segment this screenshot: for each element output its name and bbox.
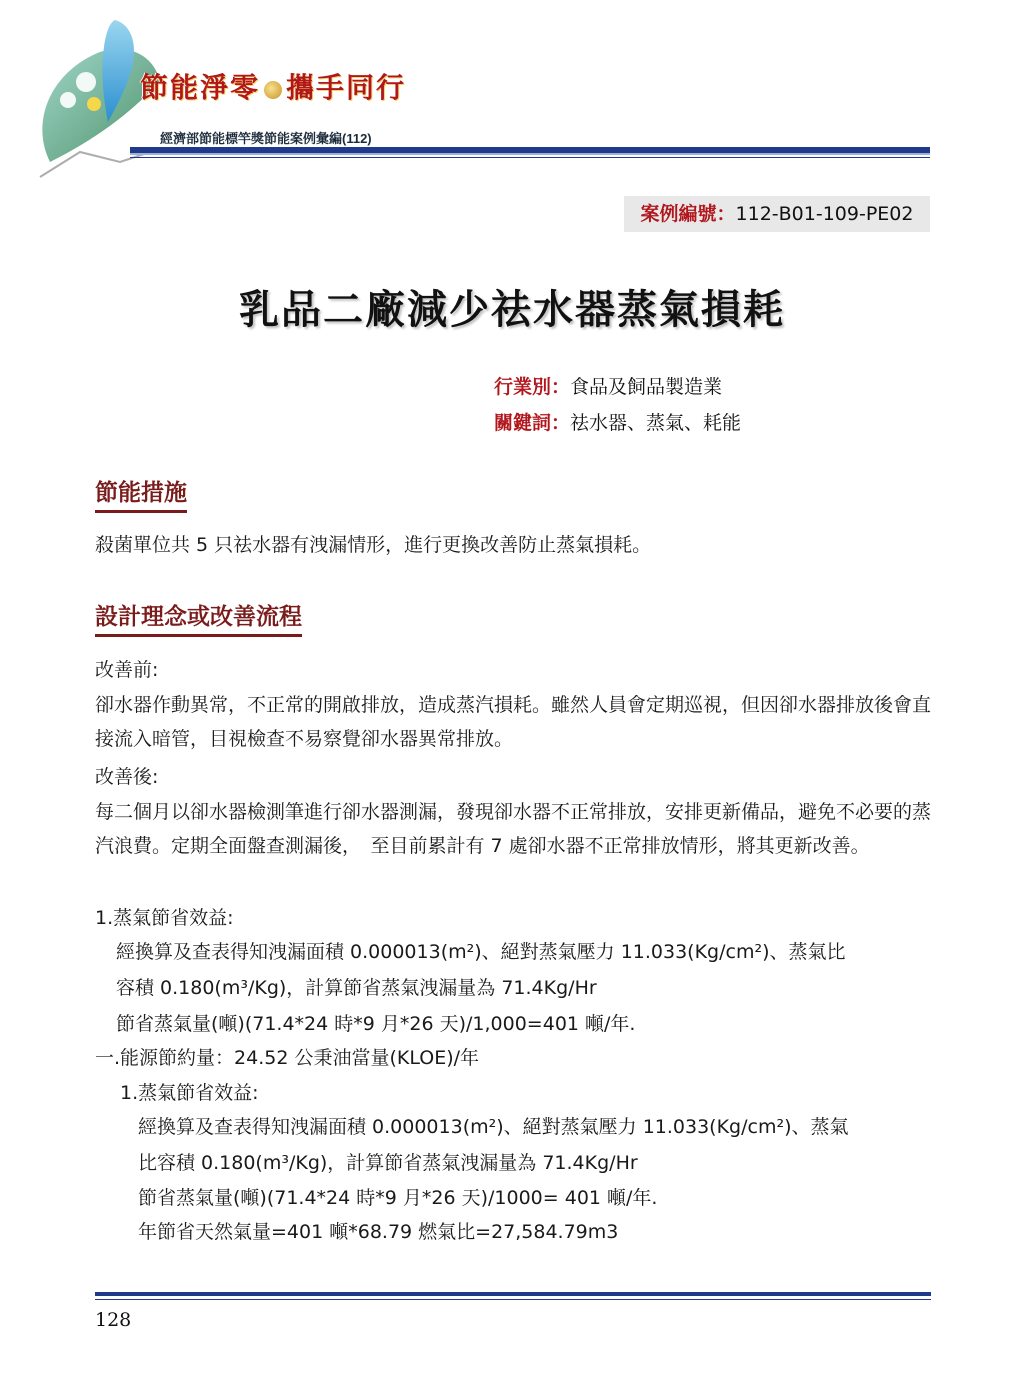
after-text: 每二個月以卻水器檢測筆進行卻水器測漏，發現卻水器不正常排放，安排更新備品，避免不必要的蒸汽浪費。定期全面盤查測漏後， 至目前累計有 7 處卻水器不正常排放情形，將其更新改善。 [95, 801, 932, 857]
item2-heading: 1.蒸氣節省效益: [120, 1082, 259, 1104]
item2-line1: 經換算及查表得知洩漏面積 0.000013(m²)、絕對蒸氣壓力 11.033(Kg/cm²)、蒸氣 [138, 1116, 849, 1138]
item2-line2: 比容積 0.180(m³/Kg)，計算節省蒸氣洩漏量為 71.4Kg/Hr [138, 1152, 638, 1174]
energy-savings-heading: 一.能源節約量：24.52 公秉油當量(KLOE)/年 [95, 1047, 480, 1069]
section-heading-design: 設計理念或改善流程 [95, 598, 302, 637]
case-number-label: 案例編號： [640, 203, 736, 225]
header-rule [130, 147, 930, 155]
page-number: 128 [95, 1309, 132, 1331]
section-heading-measures: 節能措施 [95, 474, 187, 513]
before-text: 卻水器作動異常，不正常的開啟排放，造成蒸汽損耗。雖然人員會定期巡視，但因卻水器排放後會直接流入暗管，目視檢查不易察覺卻水器異常排放。 [95, 694, 932, 750]
footer-rule-thin [95, 1299, 931, 1300]
industry-value: 食品及飼品製造業 [570, 376, 723, 398]
keywords-row [494, 408, 741, 435]
item1-line3: 節省蒸氣量(噸)(71.4*24 時*9 月*26 天)/1,000=401 噸/年. [116, 1013, 636, 1035]
case-number-value: 112-B01-109-PE02 [735, 203, 914, 225]
page-title: 乳品二廠減少祛水器蒸氣損耗 [239, 287, 785, 333]
industry-label: 行業別： [494, 376, 571, 398]
item1-line1: 經換算及查表得知洩漏面積 0.000013(m²)、絕對蒸氣壓力 11.033(Kg/cm²)、蒸氣比 [116, 941, 846, 963]
brand-title [140, 66, 406, 106]
item1-line2: 容積 0.180(m³/Kg)，計算節省蒸氣洩漏量為 71.4Kg/Hr [116, 977, 597, 999]
page-header [0, 0, 1024, 190]
publication-subtitle: 經濟部節能標竿獎節能案例彙編(112) [160, 131, 372, 146]
footer-rule [95, 1292, 931, 1296]
keywords-label: 關鍵詞： [494, 412, 571, 434]
item2-line4: 年節省天然氣量=401 噸*68.79 燃氣比=27,584.79m3 [138, 1221, 619, 1243]
item1-heading: 1.蒸氣節省效益: [95, 907, 234, 929]
brand-right: 攜手同行 [286, 71, 407, 104]
brand-separator-icon [264, 81, 282, 99]
item2-line3: 節省蒸氣量(噸)(71.4*24 時*9 月*26 天)/1000= 401 噸/年. [138, 1187, 658, 1209]
measures-text: 殺菌單位共 5 只祛水器有洩漏情形，進行更換改善防止蒸氣損耗。 [95, 534, 652, 556]
keywords-value: 祛水器、蒸氣、耗能 [570, 412, 742, 434]
industry-row [494, 372, 722, 399]
case-number-box [624, 196, 930, 232]
after-label: 改善後: [95, 766, 159, 788]
header-rule-thin [130, 157, 930, 158]
before-label: 改善前: [95, 659, 159, 681]
brand-left: 節能淨零 [140, 71, 261, 104]
